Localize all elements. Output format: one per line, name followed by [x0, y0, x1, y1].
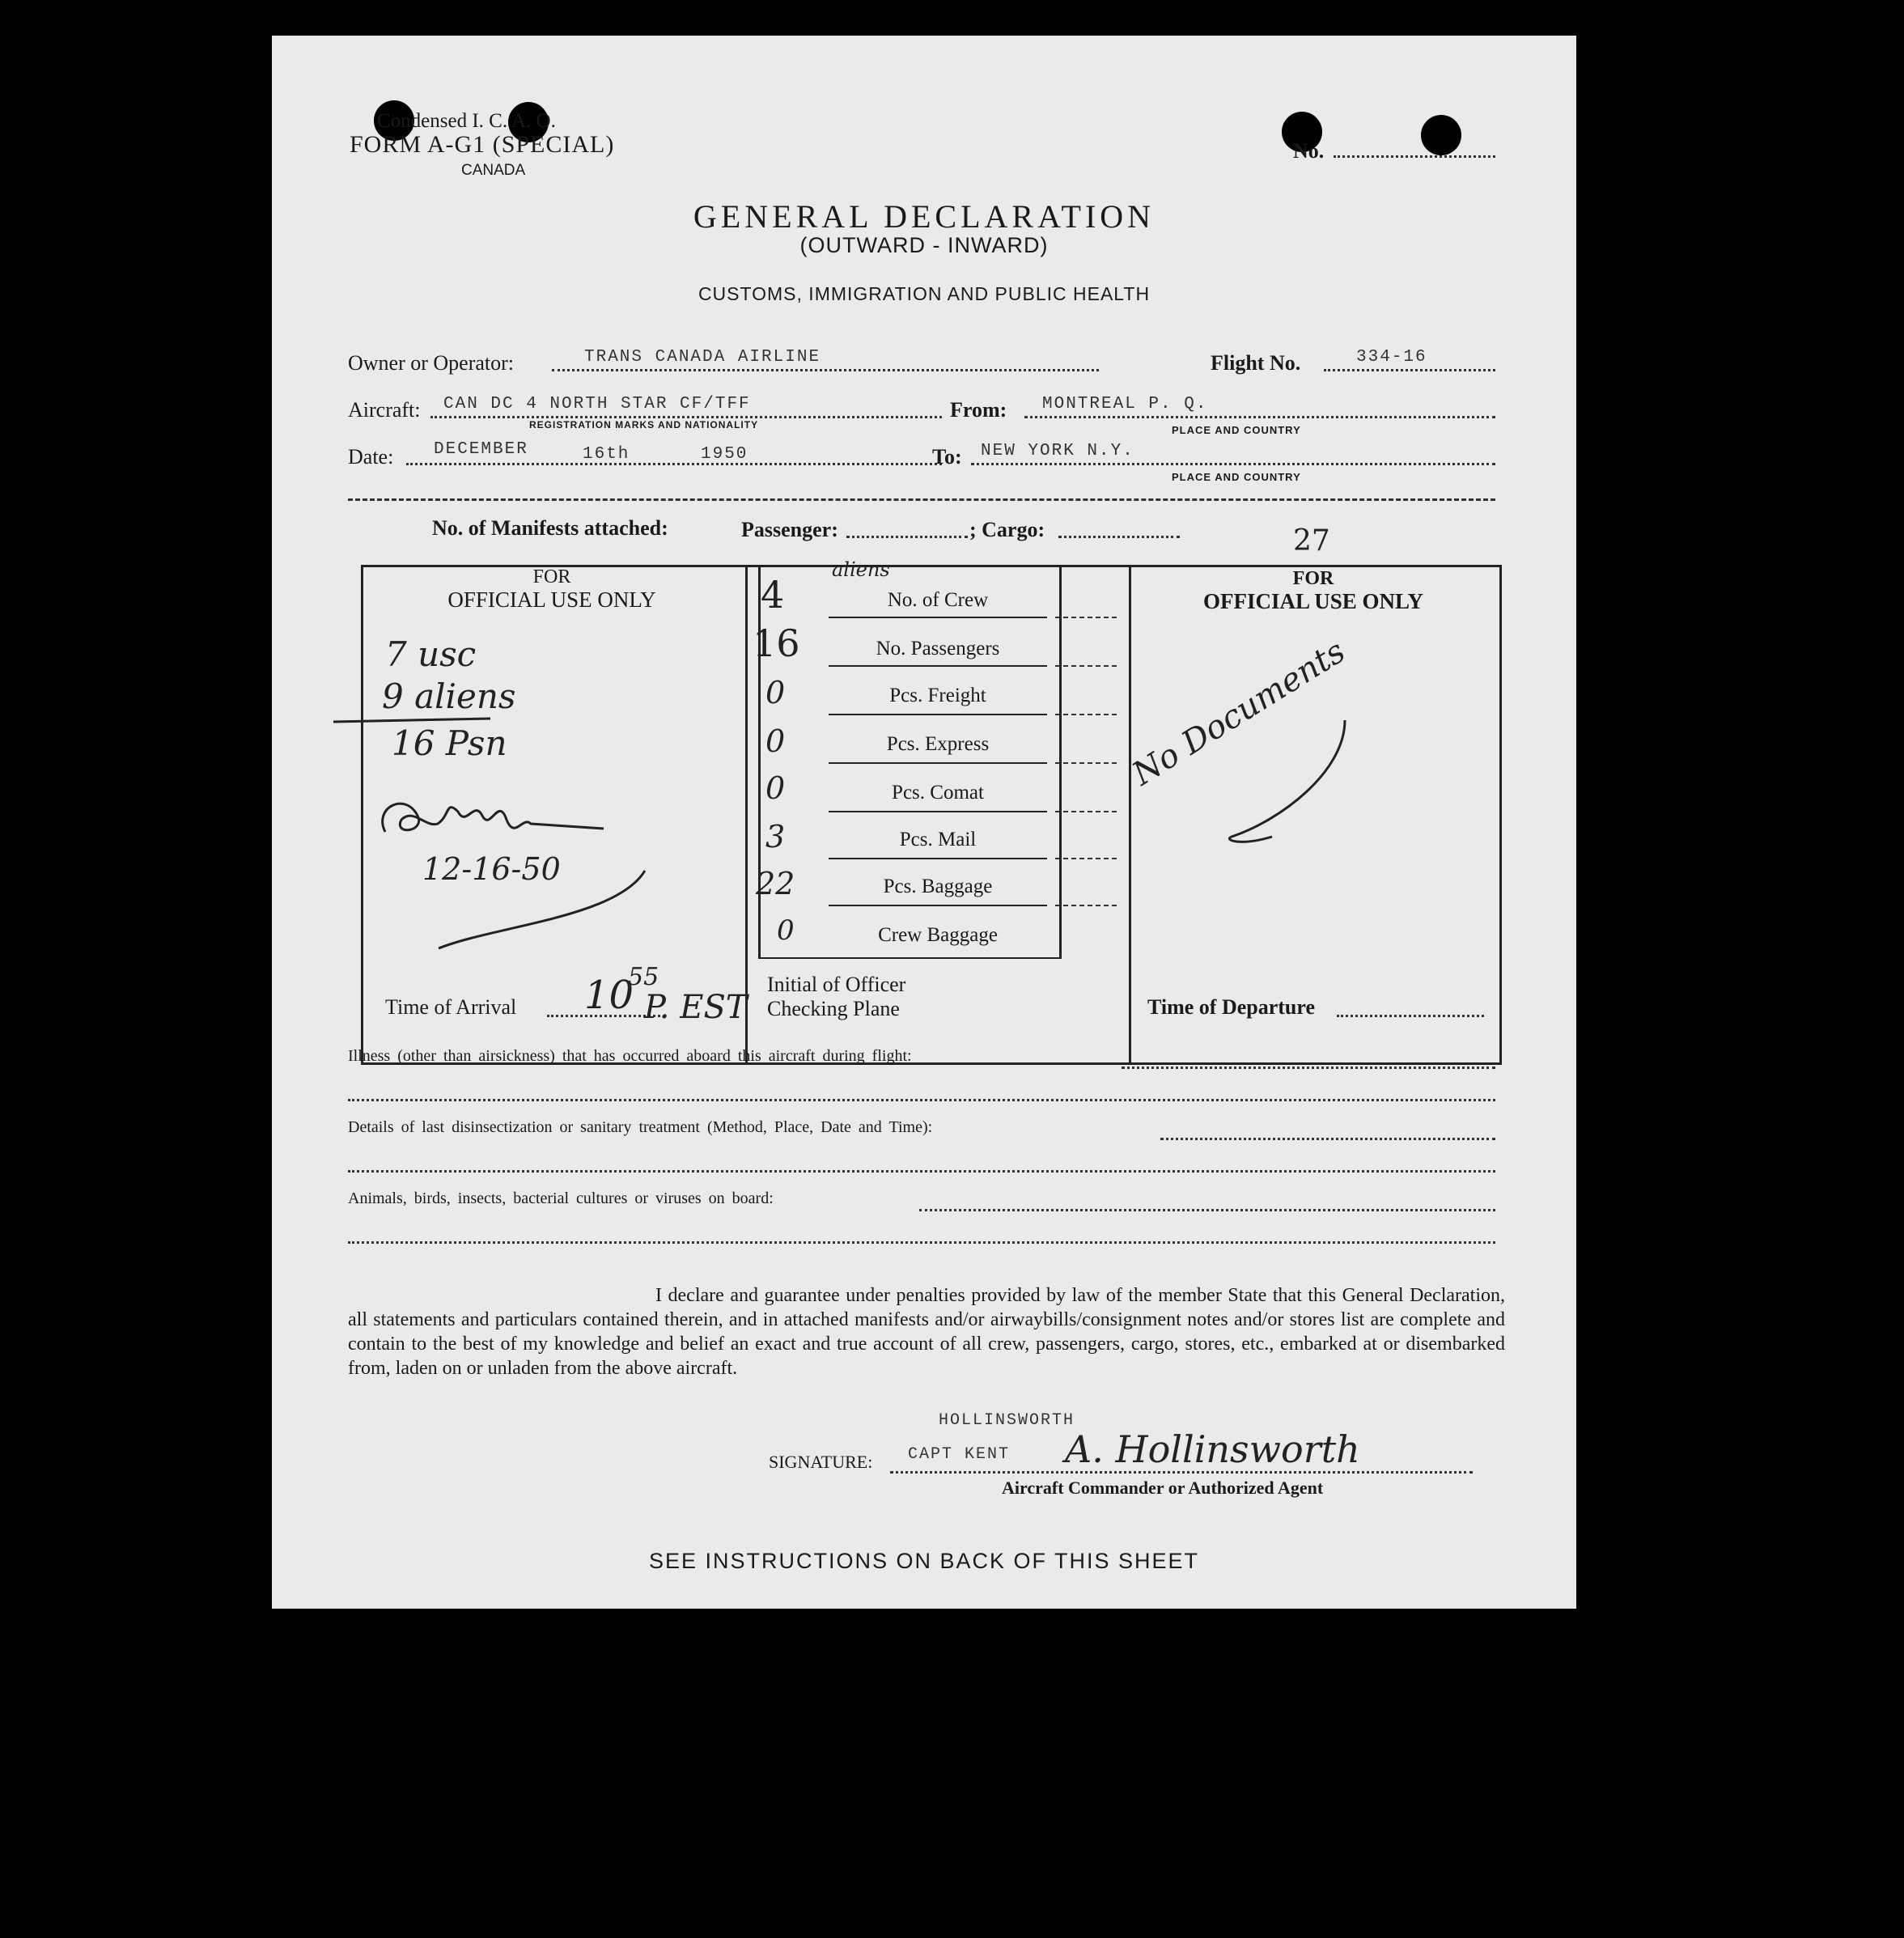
typed-title: CAPT KENT — [908, 1445, 1011, 1464]
to-value: NEW YORK N.Y. — [981, 442, 1134, 460]
officer-label-2: Checking Plane — [767, 997, 900, 1020]
arrival-value: 10 — [584, 973, 634, 1018]
owner-value: TRANS CANADA AIRLINE — [584, 348, 821, 367]
signature-line[interactable] — [890, 1471, 1473, 1474]
from-line[interactable] — [1024, 416, 1495, 418]
row-value: 4 — [761, 573, 785, 617]
animals-question: Animals, birds, insects, bacterial cultures or viruses on board: — [348, 1190, 774, 1207]
to-line[interactable] — [971, 463, 1495, 465]
row-label: Pcs. Mail — [899, 829, 977, 850]
row-label: No. of Crew — [887, 589, 989, 611]
flight-line[interactable] — [1324, 369, 1495, 371]
owner-line[interactable] — [552, 369, 1099, 371]
date-label: Date: — [348, 445, 394, 469]
cargo-label: ; Cargo: — [969, 518, 1045, 541]
right-official-heading-1: FOR — [1292, 568, 1334, 589]
agencies-line: CUSTOMS, IMMIGRATION AND PUBLIC HEALTH — [698, 283, 1151, 304]
from-value: MONTREAL P. Q. — [1042, 395, 1208, 413]
crew-aliens-note: aliens — [832, 558, 890, 581]
aircraft-label: Aircraft: — [348, 398, 421, 422]
disinsect-line-2[interactable] — [348, 1170, 1495, 1173]
aircraft-line[interactable] — [430, 416, 942, 418]
disinsect-question: Details of last disinsectization or sanitary treatment (Method, Place, Date and Time): — [348, 1118, 933, 1136]
arrival-superscript: 55 — [628, 963, 659, 991]
form-line-2: FORM A-G1 (SPECIAL) — [350, 131, 615, 158]
no-label: No. — [1293, 139, 1325, 163]
row-value: 0 — [777, 914, 795, 947]
form-line-1: Condensed I. C. A. O. — [377, 110, 556, 132]
row-label: No. Passengers — [876, 638, 1000, 659]
row-value: 22 — [756, 866, 795, 901]
document-subtitle: (OUTWARD - INWARD) — [799, 233, 1049, 257]
cargo-field[interactable] — [1058, 536, 1180, 538]
note-aliens: 9 aliens — [382, 676, 516, 716]
row-value: 0 — [765, 723, 786, 759]
note-usc: 7 usc — [385, 634, 477, 674]
row-value: 0 — [765, 770, 786, 806]
illness-question: Illness (other than airsickness) that has occurred aboard this aircraft during flight: — [348, 1047, 912, 1065]
punch-hole — [1421, 115, 1461, 155]
flight-label: Flight No. — [1211, 351, 1301, 375]
from-label: From: — [950, 398, 1007, 422]
right-note-flourish — [1223, 715, 1369, 861]
row-label: Pcs. Comat — [892, 782, 984, 804]
note-flourish — [430, 861, 657, 958]
animals-line-2[interactable] — [348, 1241, 1495, 1244]
left-official-heading-1: FOR — [532, 566, 571, 587]
officer-initials-scribble — [369, 783, 612, 856]
to-caption: PLACE AND COUNTRY — [1172, 471, 1301, 483]
row-label: Pcs. Freight — [889, 685, 986, 706]
no-documents-note: No Documents — [1126, 632, 1352, 793]
declaration-text: I declare and guarantee under penalties provided by law of the member State that this General Declaration, all statements and particulars contained therein, and in attached manifests and/or airwaybills/consignment notes and/or stores list are complete and contain to the best of my knowledge and belief an exact and true account of all crew, passengers, cargo, stores, etc., embarked at or disembarked from, laden on or unladen from the above aircraft. — [348, 1285, 1505, 1379]
arrival-label: Time of Arrival — [385, 995, 517, 1019]
left-official-heading-2: OFFICIAL USE ONLY — [447, 587, 656, 612]
no-field-line[interactable] — [1334, 155, 1495, 158]
handwritten-27: 27 — [1293, 524, 1330, 558]
owner-label: Owner or Operator: — [348, 351, 515, 375]
right-official-heading-2: OFFICIAL USE ONLY — [1202, 589, 1424, 613]
row-value: 0 — [765, 675, 786, 710]
footer-instructions: SEE INSTRUCTIONS ON BACK OF THIS SHEET — [648, 1549, 1200, 1573]
animals-line-1[interactable] — [919, 1209, 1495, 1211]
note-date: 12-16-50 — [422, 851, 561, 887]
form-sheet — [272, 36, 1576, 1609]
flight-value: 334-16 — [1356, 348, 1427, 367]
departure-line[interactable] — [1337, 1015, 1484, 1017]
illness-line-1[interactable] — [1122, 1067, 1495, 1069]
row-label: Crew Baggage — [878, 924, 998, 946]
row-label: Pcs. Baggage — [883, 876, 993, 897]
to-label: To: — [932, 445, 962, 469]
handwritten-signature: A. Hollinsworth — [1065, 1427, 1360, 1471]
separator-line — [348, 498, 1495, 501]
typed-name: HOLLINSWORTH — [939, 1411, 1075, 1430]
departure-label: Time of Departure — [1147, 995, 1315, 1019]
document-title: GENERAL DECLARATION — [693, 198, 1156, 235]
arrival-zone: P. EST — [644, 989, 748, 1026]
note-psn: 16 Psn — [392, 723, 507, 763]
officer-label-1: Initial of Officer — [767, 973, 906, 996]
signature-caption: Aircraft Commander or Authorized Agent — [1002, 1478, 1324, 1498]
row-value: 16 — [753, 621, 800, 665]
country-label: CANADA — [461, 162, 526, 179]
row-label: Pcs. Express — [886, 733, 990, 755]
passenger-field[interactable] — [846, 536, 968, 538]
date-day: 16th — [583, 445, 630, 464]
passenger-label: Passenger: — [741, 518, 838, 541]
illness-line-2[interactable] — [348, 1099, 1495, 1101]
date-month: DECEMBER — [434, 440, 528, 459]
manifests-label: No. of Manifests attached: — [432, 516, 668, 540]
disinsect-line-1[interactable] — [1160, 1138, 1495, 1140]
signature-label: SIGNATURE: — [769, 1452, 873, 1472]
date-line[interactable] — [406, 463, 942, 465]
from-caption: PLACE AND COUNTRY — [1172, 424, 1301, 436]
date-year: 1950 — [701, 445, 748, 464]
aircraft-caption: REGISTRATION MARKS AND NATIONALITY — [529, 419, 759, 430]
row-value: 3 — [765, 819, 786, 855]
aircraft-value: CAN DC 4 NORTH STAR CF/TFF — [443, 395, 751, 413]
